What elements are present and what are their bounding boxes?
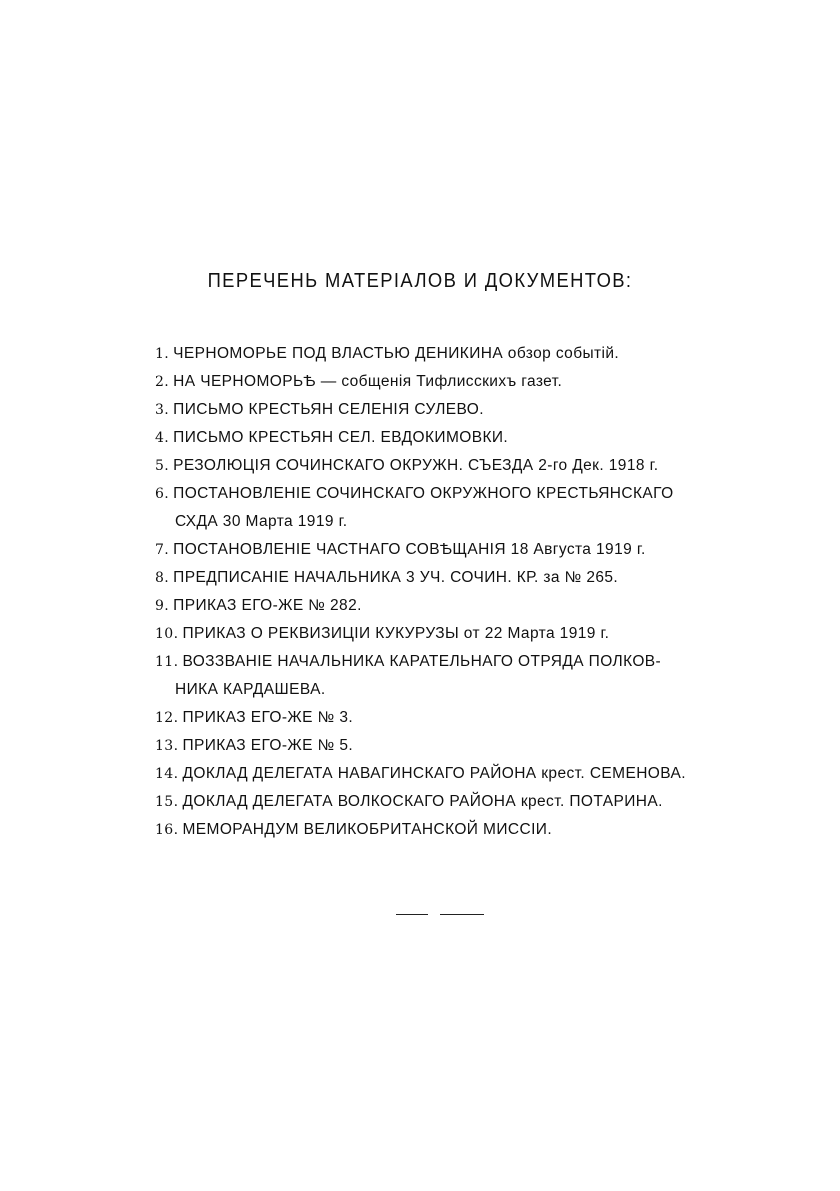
list-item: [155, 567, 775, 595]
page-title: ПЕРЕЧЕНЬ МАТЕРІАЛОВ И ДОКУМЕНТОВ:: [207, 270, 633, 292]
list-item: [155, 595, 775, 623]
item-number: 7.: [155, 542, 170, 558]
item-number: 16.: [155, 822, 179, 838]
item-number: 2.: [155, 374, 170, 390]
item-text: ДОКЛАД ДЕЛЕГАТА НАВАГИНСКАГО РАЙОНА крест. СЕМЕНОВА.: [182, 765, 686, 782]
document-list: [155, 343, 775, 847]
item-number: 13.: [155, 738, 179, 754]
item-number: 6.: [155, 486, 170, 502]
item-text: ПРЕДПИСАНІЕ НАЧАЛЬНИКА 3 УЧ. СОЧИН. КР. за № 265.: [173, 569, 619, 586]
list-item: [155, 651, 775, 707]
list-item: [155, 735, 775, 763]
item-text: ПОСТАНОВЛЕНІЕ ЧАСТНАГО СОВѢЩАНІЯ 18 Августа 1919 г.: [173, 541, 646, 558]
item-text: МЕМОРАНДУМ ВЕЛИКОБРИТАНСКОЙ МИССІИ.: [182, 821, 553, 838]
item-number: 12.: [155, 710, 179, 726]
item-number: 4.: [155, 430, 170, 446]
item-number: 15.: [155, 794, 179, 810]
item-continuation: НИКА КАРДАШЕВА.: [175, 681, 326, 698]
item-continuation: СХДА 30 Марта 1919 г.: [175, 513, 348, 530]
item-number: 11.: [155, 654, 179, 670]
item-text: ПОСТАНОВЛЕНІЕ СОЧИНСКАГО ОКРУЖНОГО КРЕСТЬЯНСКАГО: [173, 485, 674, 502]
item-text: ПРИКАЗ ЕГО-ЖЕ № 282.: [173, 597, 362, 614]
item-text: ПРИКАЗ ЕГО-ЖЕ № 3.: [182, 709, 354, 726]
item-number: 14.: [155, 766, 179, 782]
item-text: ПРИКАЗ ЕГО-ЖЕ № 5.: [182, 737, 354, 754]
item-number: 1.: [155, 346, 170, 362]
item-text: ВОЗЗВАНІЕ НАЧАЛЬНИКА КАРАТЕЛЬНАГО ОТРЯДА ПОЛКОВ-: [182, 653, 662, 670]
item-number: 9.: [155, 598, 170, 614]
item-text: ЧЕРНОМОРЬЕ ПОД ВЛАСТЬЮ ДЕНИКИНА обзор событій.: [173, 345, 620, 362]
list-item: [155, 623, 775, 651]
list-item: [155, 707, 775, 735]
list-item: [155, 371, 775, 399]
list-item: [155, 343, 775, 371]
item-text: ПРИКАЗ О РЕКВИЗИЦІИ КУКУРУЗЫ от 22 Марта 1919 г.: [182, 625, 610, 642]
item-number: 3.: [155, 402, 170, 418]
item-number: 8.: [155, 570, 170, 586]
item-number: 5.: [155, 458, 170, 474]
list-item: [155, 819, 775, 847]
divider-rule: [396, 914, 428, 915]
divider-rule: [440, 914, 484, 915]
list-item: [155, 427, 775, 455]
item-text: ПИСЬМО КРЕСТЬЯН СЕЛЕНІЯ СУЛЕВО.: [173, 401, 484, 418]
list-item: [155, 399, 775, 427]
item-text: ПИСЬМО КРЕСТЬЯН СЕЛ. ЕВДОКИМОВКИ.: [173, 429, 509, 446]
list-item: [155, 791, 775, 819]
list-item: [155, 455, 775, 483]
list-item: [155, 539, 775, 567]
item-number: 10.: [155, 626, 179, 642]
item-text: ДОКЛАД ДЕЛЕГАТА ВОЛКОСКАГО РАЙОНА крест. ПОТАРИНА.: [182, 793, 663, 810]
list-item: [155, 763, 775, 791]
list-item: [155, 483, 775, 539]
item-text: НА ЧЕРНОМОРЬѢ — собщенія Тифлисскихъ газет.: [173, 373, 563, 390]
item-text: РЕЗОЛЮЦІЯ СОЧИНСКАГО ОКРУЖН. СЪЕЗДА 2-го Дек. 1918 г.: [173, 457, 659, 474]
